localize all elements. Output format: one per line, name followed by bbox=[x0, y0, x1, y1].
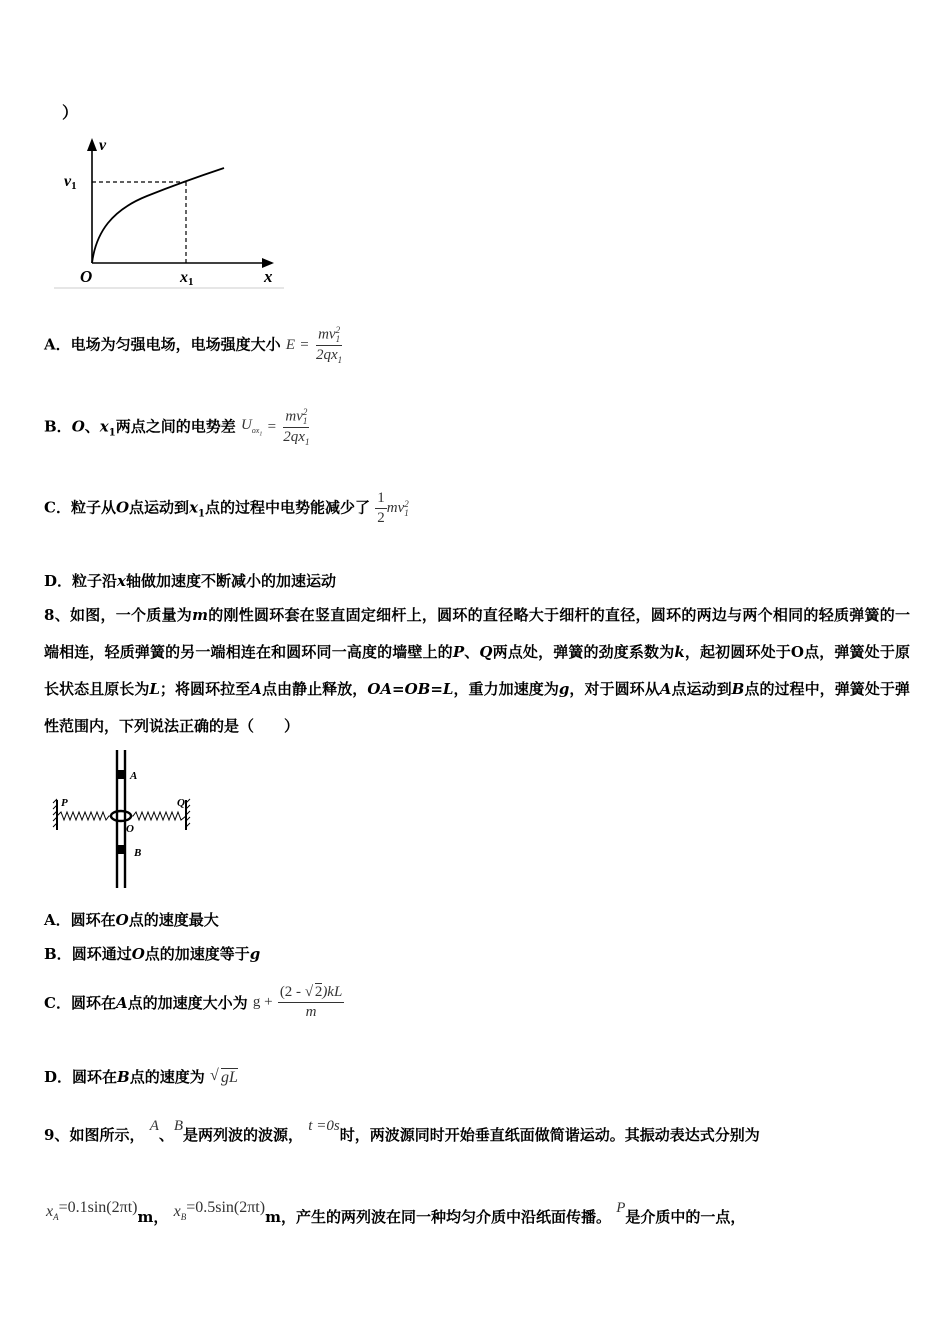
q8-text-segment: ，起初圆环处于 bbox=[684, 643, 791, 661]
q8-text-segment: O bbox=[790, 643, 804, 661]
q7-option-b[interactable]: B．O、$x_1$两点之间的电势差 $U_{ox_1}$ = mv 2 1 $2qx_1$ bbox=[44, 407, 310, 447]
q8-text-segment: OA=OB=L bbox=[367, 680, 454, 698]
left-spring bbox=[57, 812, 112, 820]
label-o: O bbox=[126, 823, 134, 835]
q8-option-d[interactable]: D．圆环在B点的速度为 √ gL bbox=[44, 1067, 238, 1086]
formula-fraction: mv 2 1 $2qx_1$ bbox=[316, 325, 343, 365]
point-a-mark bbox=[118, 770, 124, 779]
q8-text-segment: ，重力加速度为 bbox=[453, 680, 559, 698]
q8-text-segment: 点运动到 bbox=[671, 680, 732, 698]
q8-text-segment: P bbox=[452, 643, 465, 661]
label-p: P bbox=[61, 797, 68, 809]
q8-text-segment: A bbox=[250, 680, 262, 698]
v1-label: v1 bbox=[64, 173, 77, 192]
q8-text-segment: A bbox=[659, 680, 672, 698]
q7-option-c[interactable]: C．粒子从O点运动到$x_1$点的过程中电势能减少了 $\frac{1}{2}$ mv 2 1 bbox=[44, 490, 409, 526]
q7-option-a[interactable]: A．电场为匀强电场，电场强度大小 E = mv 2 1 $2qx_1$ bbox=[44, 325, 343, 365]
q7-option-d[interactable]: D．粒子沿x轴做加速度不断减小的加速运动 bbox=[44, 572, 336, 590]
question-9-line-2: $x_A=0.1\sin(2\pi t)m$， $x_B=0.5\sin(2\pi t)m$，产生的两列波在同一种均匀介质中沿纸面传播。 P是介质中的一点， bbox=[46, 1199, 746, 1226]
q8-text-segment: ；将圆环拉至 bbox=[159, 680, 251, 698]
q8-option-b[interactable]: B．圆环通过O点的加速度等于g bbox=[44, 945, 261, 963]
q8-text-segment: 如图，一个质量为 bbox=[69, 606, 193, 624]
q8-text-segment: Q bbox=[479, 643, 493, 661]
q8-text-segment: g bbox=[558, 680, 570, 698]
q8-option-a[interactable]: A．圆环在O点的速度最大 bbox=[44, 911, 219, 929]
q8-option-c[interactable]: C．圆环在A点的加速度大小为 g + (2 - √ 2)kL m bbox=[44, 984, 343, 1020]
ring-spring-figure bbox=[52, 748, 197, 890]
q8-text-segment: 的刚性圆环套在竖直固定细杆上，圆环的直径略大于细杆的直径，圆环的两边与两个相同的轻质弹簧的一端相连，轻质弹簧的另一端相连在和圆环同一高度的墙壁上的 bbox=[44, 606, 910, 661]
x-axis-label: x bbox=[264, 267, 273, 286]
y-axis-label: v bbox=[99, 137, 107, 154]
formula-fraction: $\frac{1}{2}$ bbox=[377, 490, 385, 526]
right-spring bbox=[130, 812, 186, 820]
q8-text-segment: L bbox=[149, 680, 160, 698]
q8-text-segment: ，对于圆环从 bbox=[569, 680, 660, 698]
label-b: B bbox=[134, 847, 142, 859]
q8-text-segment: 两点处，弹簧的劲度系数为 bbox=[492, 643, 675, 661]
velocity-position-graph bbox=[52, 128, 287, 293]
question-9-line-1: 9、如图所示， A、B是两列波的波源， t =0s时，两波源同时开始垂直纸面做简谐运动。其振动表达式分别为 bbox=[44, 1118, 760, 1144]
q8-text-segment: 点的过程中，弹簧处于弹性范围内，下列说法正确的是（ ） bbox=[44, 680, 910, 735]
formula-fraction: mv 2 1 $2qx_1$ bbox=[283, 407, 310, 447]
q8-text-segment: m bbox=[192, 606, 208, 624]
origin-label: O bbox=[80, 267, 93, 286]
q8-text-segment: 点由静止释放， bbox=[261, 680, 368, 698]
y-axis-arrow bbox=[87, 138, 97, 151]
q8-text-segment: k bbox=[674, 643, 685, 661]
q8-text-segment: B bbox=[731, 680, 745, 698]
ring bbox=[111, 811, 131, 821]
label-a: A bbox=[130, 770, 138, 782]
question-fragment: ） bbox=[62, 103, 79, 122]
x1-label: x1 bbox=[180, 269, 194, 288]
q8-text-segment: 、 bbox=[464, 643, 480, 661]
formula-fraction: (2 - √ 2)kL m bbox=[279, 984, 343, 1020]
point-b-mark bbox=[118, 845, 124, 854]
q8-text-segment: 点，弹簧处于原长状态且原长为 bbox=[44, 643, 910, 698]
question-8-stem: 8、如图，一个质量为m的刚性圆环套在竖直固定细杆上，圆环的直径略大于细杆的直径，圆环的两边与两个相同的轻质弹簧的一端相连，轻质弹簧的另一端相连在和圆环同一高度的墙壁上的P、Q两点处，弹簧的劲度系数为k，起初圆环处于O点，弹簧处于原长状态且原长为L；将圆环拉至A点由静止释放，OA=OB=L，重力加速度为g，对于圆环从A点运动到B点的过程中，弹簧处于弹性范围内，下列说法正确的是（ ） bbox=[44, 606, 910, 735]
label-q: Q bbox=[177, 797, 185, 809]
